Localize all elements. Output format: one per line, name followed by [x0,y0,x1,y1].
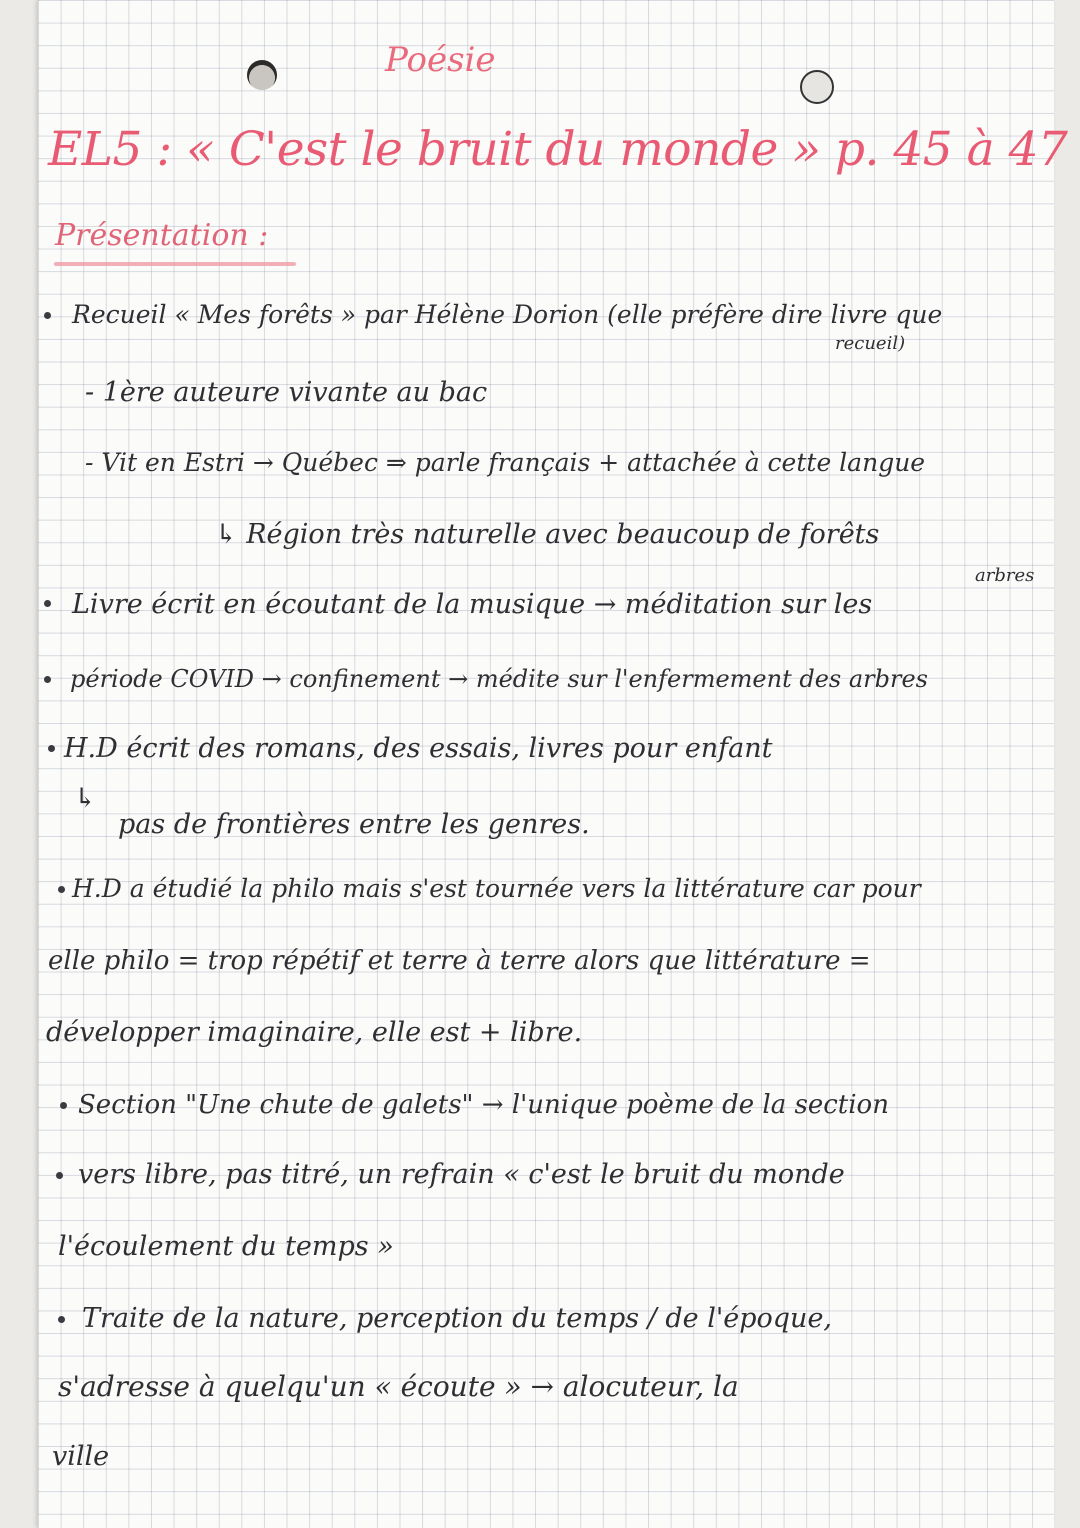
bullet-dot [58,886,65,893]
subject-heading: Poésie [385,40,496,80]
note-line: période COVID → confinement → médite sur l'enfermement des arbres [70,665,928,693]
bullet-dot [56,1172,63,1179]
note-line: H.D a étudié la philo mais s'est tournée vers la littérature car pour [72,874,921,903]
note-line: Recueil « Mes forêts » par Hélène Dorion (elle préfère dire livre que [72,300,943,329]
note-line: arbres [975,565,1035,586]
note-line: - 1ère auteure vivante au bac [85,377,488,408]
page-title: EL5 : « C'est le bruit du monde » p. 45 à 47 [48,122,1068,177]
note-line: développer imaginaire, elle est + libre. [46,1017,583,1048]
note-line: H.D écrit des romans, des essais, livres pour enfant [64,733,773,764]
bullet-dot [44,600,51,607]
note-line: Section "Une chute de galets" → l'unique poème de la section [78,1090,889,1120]
note-line: ↳ [74,783,97,814]
note-line: Livre écrit en écoutant de la musique → méditation sur les [72,589,873,620]
note-line: l'écoulement du temps » [58,1231,394,1262]
bullet-dot [58,1316,65,1323]
bullet-dot [44,676,51,683]
section-heading: Présentation : [55,218,269,253]
note-line: pas de frontières entre les genres. [118,809,590,840]
note-line: Traite de la nature, perception du temps / de l'époque, [82,1303,833,1334]
bullet-dot [48,745,55,752]
note-line: vers libre, pas titré, un refrain « c'est le bruit du monde [78,1159,845,1190]
note-line: recueil) [835,333,906,354]
note-line: s'adresse à quelqu'un « écoute » → alocuteur, la [58,1370,739,1403]
bullet-dot [44,312,51,319]
binder-hole-left [247,60,277,90]
note-line: ville [52,1441,110,1472]
binder-hole-right [800,70,834,104]
section-underline [54,262,296,266]
note-line: ↳ Région très naturelle avec beaucoup de forêts [215,519,880,550]
note-line: - Vit en Estri → Québec ⇒ parle français + attachée à cette langue [85,448,926,477]
note-line: elle philo = trop répétif et terre à terre alors que littérature = [48,946,871,976]
bullet-dot [60,1102,67,1109]
